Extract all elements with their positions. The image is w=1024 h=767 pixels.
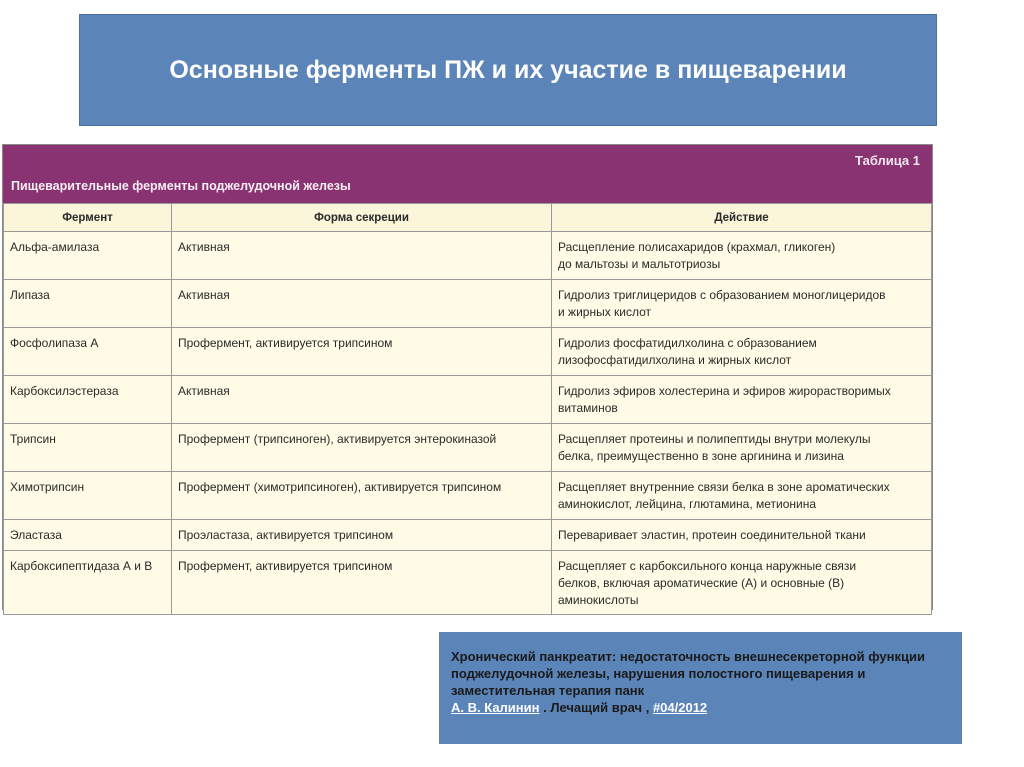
cell-enzyme: Карбоксипептидаза А и В (4, 551, 172, 615)
table-header-row (4, 204, 932, 232)
cell-action: Гидролиз фосфатидилхолина с образованием лизофосфатидилхолина и жирных кислот (552, 328, 932, 376)
cell-form: Проэластаза, активируется трипсином (172, 520, 552, 551)
cell-enzyme: Химотрипсин (4, 472, 172, 520)
cell-action: Гидролиз триглицеридов с образованием моноглицеридов и жирных кислот (552, 280, 932, 328)
source-note (439, 632, 962, 744)
cell-enzyme: Липаза (4, 280, 172, 328)
cell-form: Активная (172, 232, 552, 280)
cell-form: Активная (172, 376, 552, 424)
column-header-action: Действие (552, 204, 932, 232)
table-row (4, 424, 932, 472)
enzyme-table-container (2, 144, 933, 610)
cell-enzyme: Альфа-амилаза (4, 232, 172, 280)
author-link[interactable]: А. В. Калинин (451, 700, 540, 715)
cell-form: Профермент, активируется трипсином (172, 328, 552, 376)
cell-action: Гидролиз эфиров холестерина и эфиров жирорастворимых витаминов (552, 376, 932, 424)
cell-form: Профермент (трипсиноген), активируется энтерокиназой (172, 424, 552, 472)
table-row (4, 551, 932, 615)
source-text: Хронический панкреатит: недостаточность внешнесекреторной функции поджелудочной железы, нарушения полостного пищеварения и заместительная терапия панк (451, 649, 925, 698)
table-number: Таблица 1 (854, 153, 920, 168)
table-row (4, 376, 932, 424)
cell-action: Переваривает эластин, протеин соединительной ткани (552, 520, 932, 551)
table-header-band (3, 145, 932, 203)
table-caption: Пищеварительные ферменты поджелудочной железы (11, 179, 351, 193)
table-row (4, 232, 932, 280)
cell-action: Расщепляет с карбоксильного конца наружные связи белков, включая ароматические (А) и основные (В) аминокислоты (552, 551, 932, 615)
table-row (4, 328, 932, 376)
cell-enzyme: Эластаза (4, 520, 172, 551)
cell-form: Профермент, активируется трипсином (172, 551, 552, 615)
table-row (4, 520, 932, 551)
table-row (4, 280, 932, 328)
cell-form: Профермент (химотрипсиноген), активируется трипсином (172, 472, 552, 520)
table-row (4, 472, 932, 520)
cell-enzyme: Фосфолипаза А (4, 328, 172, 376)
cell-enzyme: Трипсин (4, 424, 172, 472)
cell-action: Расщепляет внутренние связи белка в зоне ароматических аминокислот, лейцина, глютамина, метионина (552, 472, 932, 520)
source-journal: . Лечащий врач , (539, 700, 653, 715)
column-header-enzyme: Фермент (4, 204, 172, 232)
title-banner (79, 14, 937, 126)
cell-form: Активная (172, 280, 552, 328)
enzyme-table (3, 203, 932, 615)
column-header-form: Форма секреции (172, 204, 552, 232)
issue-link[interactable]: #04/2012 (652, 700, 708, 715)
cell-action: Расщепление полисахаридов (крахмал, гликоген) до мальтозы и мальтотриозы (552, 232, 932, 280)
cell-enzyme: Карбоксилэстераза (4, 376, 172, 424)
cell-action: Расщепляет протеины и полипептиды внутри молекулы белка, преимущественно в зоне аргинина и лизина (552, 424, 932, 472)
slide-title: Основные ферменты ПЖ и их участие в пищеварении (169, 55, 847, 84)
